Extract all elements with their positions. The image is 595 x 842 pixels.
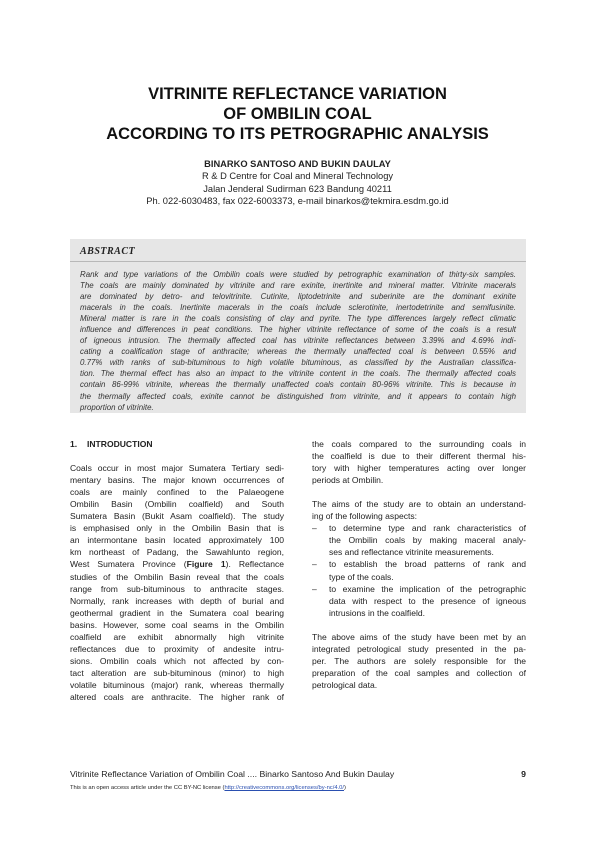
intro-paragraph-1-cont: [70, 571, 284, 704]
figure-ref-before: West Sumatera Province (: [70, 559, 187, 570]
text-line: coalfield are exhibit abnormally high vitrinite: [70, 631, 284, 642]
text-line: the Ombilin coals by making maceral analy-: [329, 535, 526, 546]
abstract-line: contain 86-99% vitrinite, whereas the thermally unaffected coals contain 80-96% vitrinite. This is because in: [80, 380, 516, 390]
abstract-line: influence and differences in peat conditions. The higher vitrinite reflectance of some of the coals is a result: [80, 325, 516, 335]
text-line: is emphasised only in the Ombilin Basin that is: [70, 523, 284, 534]
section-heading-introduction: [70, 438, 284, 450]
abstract-line: are dominated by detro- and telovitrinite. Cutinite, liptodetrinite and suberinite are the dominant exinite: [80, 292, 516, 302]
text-line: the coalfield is due to their different thermal his-: [312, 451, 526, 462]
text-line: an intermontane basin located approximately 100: [70, 535, 284, 546]
intro-paragraph-1: [70, 462, 284, 558]
text-line: petrological data.: [312, 679, 378, 690]
text-line: basins. However, some coal seams in the Ombilin: [70, 619, 284, 630]
abstract-line: tion. The thermal effect has also an impact to the vitrinite content in the coals. The thermally affected coals: [80, 369, 516, 379]
abstract-heading: ABSTRACT: [80, 246, 136, 257]
abstract-line: 0.77% with ranks of sub-bituminous to high volatile bituminous, as classified by the Australian classifica-: [80, 358, 516, 368]
text-line: tory with higher temperatures acting over longer: [312, 463, 526, 474]
author-block: [0, 158, 595, 208]
aims-list: [312, 522, 526, 618]
footer-running-title: Vitrinite Reflectance Variation of Ombilin Coal .... Binarko Santoso And Bukin Daulay: [70, 769, 395, 779]
section-number: 1.: [70, 439, 78, 449]
right-column: [312, 438, 526, 691]
abstract-line: cating a coalification stage of anthracite; whereas the thermally unaffected coal is between 0.55% and: [80, 347, 516, 357]
text-line: The above aims of the study have been met by an: [312, 631, 526, 642]
text-line: integrated petrological study presented in the pa-: [312, 643, 526, 654]
text-line: intrusions in the coalfield.: [329, 607, 425, 618]
list-item: [312, 583, 526, 619]
text-line: per. The authors are solely responsible for the: [312, 655, 526, 666]
abstract-line: proportion of vitrinite.: [80, 402, 154, 412]
text-line: to determine type and rank characteristics of: [329, 523, 526, 534]
text-line: Ombilin Basin (Ombilin coalfield) and South: [70, 499, 284, 510]
abstract-body: [80, 269, 516, 413]
text-line: periods at Ombilin.: [312, 475, 384, 486]
text-line: preparation of the coal samples and collection of: [312, 667, 526, 678]
text-line: data with respect to the presence of igneous: [329, 595, 526, 606]
text-line: Normally, rank increases with depth of burial and: [70, 595, 284, 606]
text-line: to establish the broad patterns of rank and: [329, 559, 526, 570]
abstract-line: Mineral matter is rare in the coals consisting of clay and pyrite. The type differences largely reflect climatic: [80, 314, 516, 324]
text-line: studies of the Ombilin Basin reveal that the coals: [70, 571, 284, 582]
intro-paragraph-1-end: [312, 438, 526, 486]
abstract-divider: [70, 261, 526, 262]
text-line: coals are mainly confined to the Palaeogene: [70, 487, 284, 498]
abstract-line: macerals in the coals. Inertinite macerals in the coals include sclerotinite, inertodetrinite and semifusinite.: [80, 303, 516, 313]
abstract-line: Rank and type variations of the Ombilin coals were studied by petrographic examination of thirty-six samples.: [80, 270, 516, 279]
license-text: This is an open access article under the CC BY-NC license (: [70, 785, 225, 791]
text-line: altered coals are anthracite. The higher rank of: [70, 691, 284, 702]
title-line-1: VITRINITE REFLECTANCE VARIATION: [148, 85, 447, 103]
author-contact[interactable]: Ph. 022-6030483, fax 022-6003373, e-mail binarkos@tekmira.esdm.go.id: [146, 196, 449, 207]
text-line: to examine the implication of the petrographic: [329, 583, 526, 594]
text-line: The aims of the study are to obtain an understand-: [312, 499, 526, 510]
list-bullet-dash: –: [312, 559, 317, 570]
license-link[interactable]: http://creativecommons.org/licenses/by-nc/4.0/: [224, 785, 344, 791]
text-line: mentary basins. The major known occurrences of: [70, 475, 284, 486]
list-item: [312, 558, 526, 582]
text-line: tact alteration are sub-bituminous (minor) to high: [70, 667, 284, 678]
abstract-box: [70, 239, 526, 413]
list-bullet-dash: –: [312, 523, 317, 534]
text-line: km northeast of Padang, the Sawahlunto region,: [70, 547, 284, 558]
text-line: type of the coals.: [329, 571, 394, 582]
author-affiliation: R & D Centre for Coal and Mineral Technology: [201, 171, 394, 182]
text-line: geothermal gradient in the Sumatera coal bearing: [70, 607, 284, 618]
figure-ref-line: [70, 558, 284, 570]
aims-paragraph: [312, 498, 526, 522]
text-line: Coals occur in most major Sumatera Tertiary sedi-: [70, 463, 284, 474]
paper-title: [0, 84, 595, 144]
page-number: 9: [521, 769, 526, 779]
text-line: Sumatera Basin (Bukit Asam coalfield). The study: [70, 511, 284, 522]
figure-ref-after: ). Reflectance: [225, 559, 285, 570]
section-title: INTRODUCTION: [87, 439, 153, 449]
text-line: volatile bituminous (major) rank, whereas thermally: [70, 679, 284, 690]
author-address: Jalan Jenderal Sudirman 623 Bandung 40211: [203, 183, 392, 194]
title-line-3: ACCORDING TO ITS PETROGRAPHIC ANALYSIS: [106, 125, 489, 143]
conclusion-paragraph: [312, 631, 526, 691]
license-notice: [70, 785, 346, 791]
left-column: [70, 438, 284, 703]
author-names: BINARKO SANTOSO AND BUKIN DAULAY: [204, 159, 391, 169]
title-line-2: OF OMBILIN COAL: [223, 105, 372, 123]
text-line: range from sub-bituminous to anthracite stages.: [70, 583, 284, 594]
text-line: ing of the following aspects:: [312, 511, 417, 522]
text-line: ses and reflectance vitrinite measurements.: [329, 547, 494, 558]
list-item: [312, 522, 526, 558]
figure-1-link[interactable]: Figure 1: [186, 559, 226, 570]
license-text-end: ): [344, 785, 346, 791]
text-line: sions. Ombilin coals which not affected by con-: [70, 655, 284, 666]
list-bullet-dash: –: [312, 583, 317, 594]
abstract-line: the thermally affected coals, exinite cannot be distinguished from vitrinite, and it appears to contain high: [80, 391, 516, 401]
text-line: reflectances due to proximity of andesite intru-: [70, 643, 284, 654]
abstract-line: of igneous intrusion. The thermally affected coal has vitrinite reflectances between 3.39% and 4.69% indi-: [80, 336, 516, 346]
abstract-line: The coals are mainly dominated by vitrinite and rare exinite, inertinite and mineral matter. Vitrinite macerals: [80, 281, 516, 291]
text-line: the coals compared to the surrounding coals in: [312, 439, 526, 449]
